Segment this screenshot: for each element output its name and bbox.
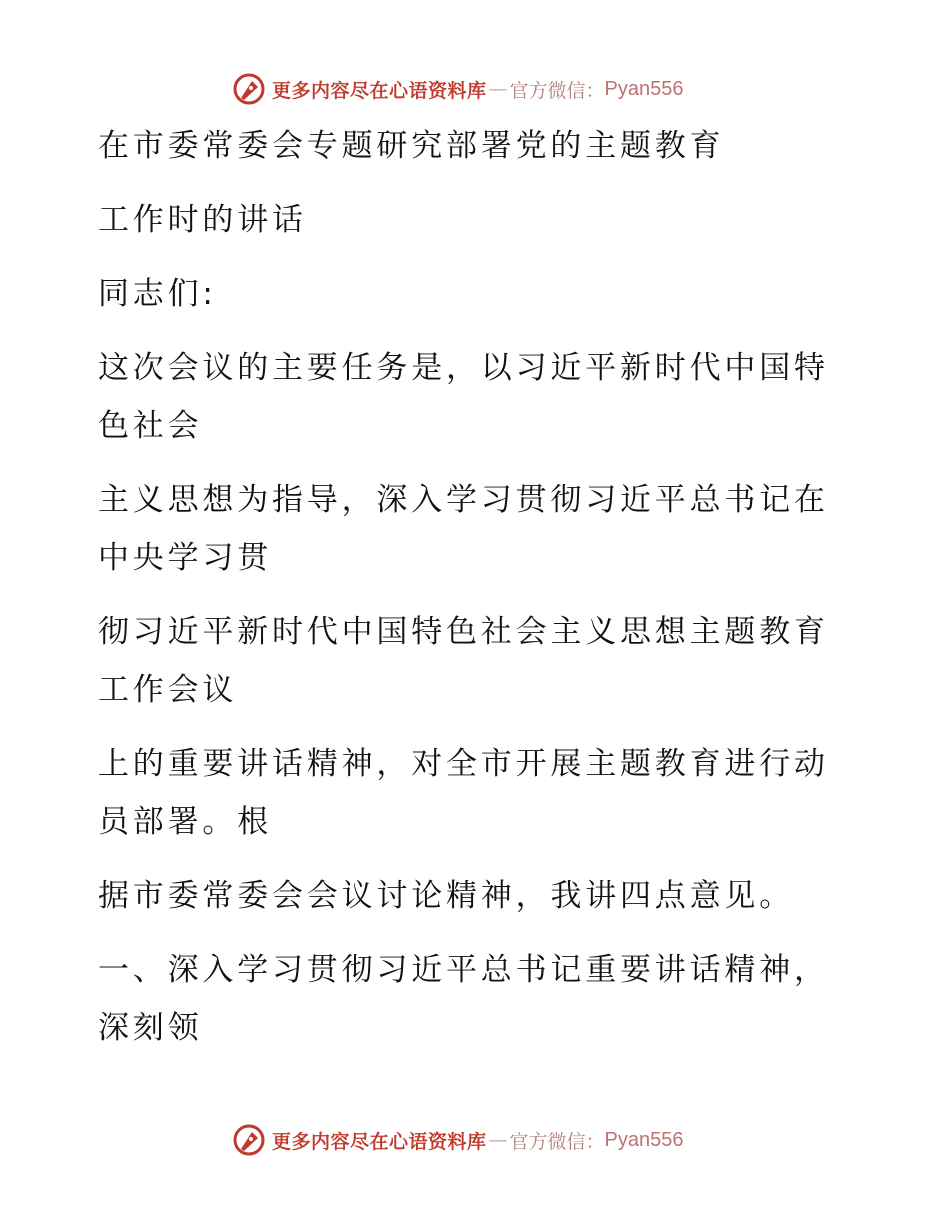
footer-banner-text: 更多内容尽在心语资料库 — [272, 1130, 487, 1153]
salutation: 同志们: — [98, 276, 217, 312]
body-line: 彻习近平新时代中国特色社会主义思想主题教育 — [98, 614, 829, 650]
body-line: 一、深入学习贯彻习近平总书记重要讲话精神， — [98, 952, 829, 988]
body-line: 上的重要讲话精神，对全市开展主题教育进行动 — [98, 746, 829, 782]
body-line: 这次会议的主要任务是，以习近平新时代中国特 — [98, 350, 829, 386]
footer-banner-wechat: Pyan556 — [604, 1128, 684, 1151]
body-line: 主义思想为指导，深入学习贯彻习近平总书记在 — [98, 482, 829, 518]
footer-banner — [232, 1120, 684, 1160]
header-banner-sub: 官方微信： — [509, 79, 605, 102]
header-banner-wechat: Pyan556 — [604, 77, 684, 100]
footer-banner-sub: 官方微信： — [509, 1130, 605, 1153]
title-line-2: 工作时的讲话 — [98, 202, 307, 238]
pen-nib-logo-icon — [232, 1123, 266, 1157]
body-line: 工作会议 — [98, 672, 238, 708]
pen-nib-logo-icon — [232, 72, 266, 106]
header-banner-text: 更多内容尽在心语资料库 — [272, 79, 487, 102]
header-banner-separator: — — [488, 78, 508, 100]
body-line: 据市委常委会会议讨论精神，我讲四点意见。 — [98, 878, 794, 914]
body-line: 深刻领 — [98, 1010, 203, 1046]
body-line: 中央学习贯 — [98, 540, 272, 576]
title-line-1: 在市委常委会专题研究部署党的主题教育 — [98, 128, 725, 164]
footer-banner-separator: — — [488, 1129, 508, 1151]
header-banner — [232, 69, 684, 109]
body-line: 员部署。根 — [98, 804, 272, 840]
body-line: 色社会 — [98, 408, 203, 444]
